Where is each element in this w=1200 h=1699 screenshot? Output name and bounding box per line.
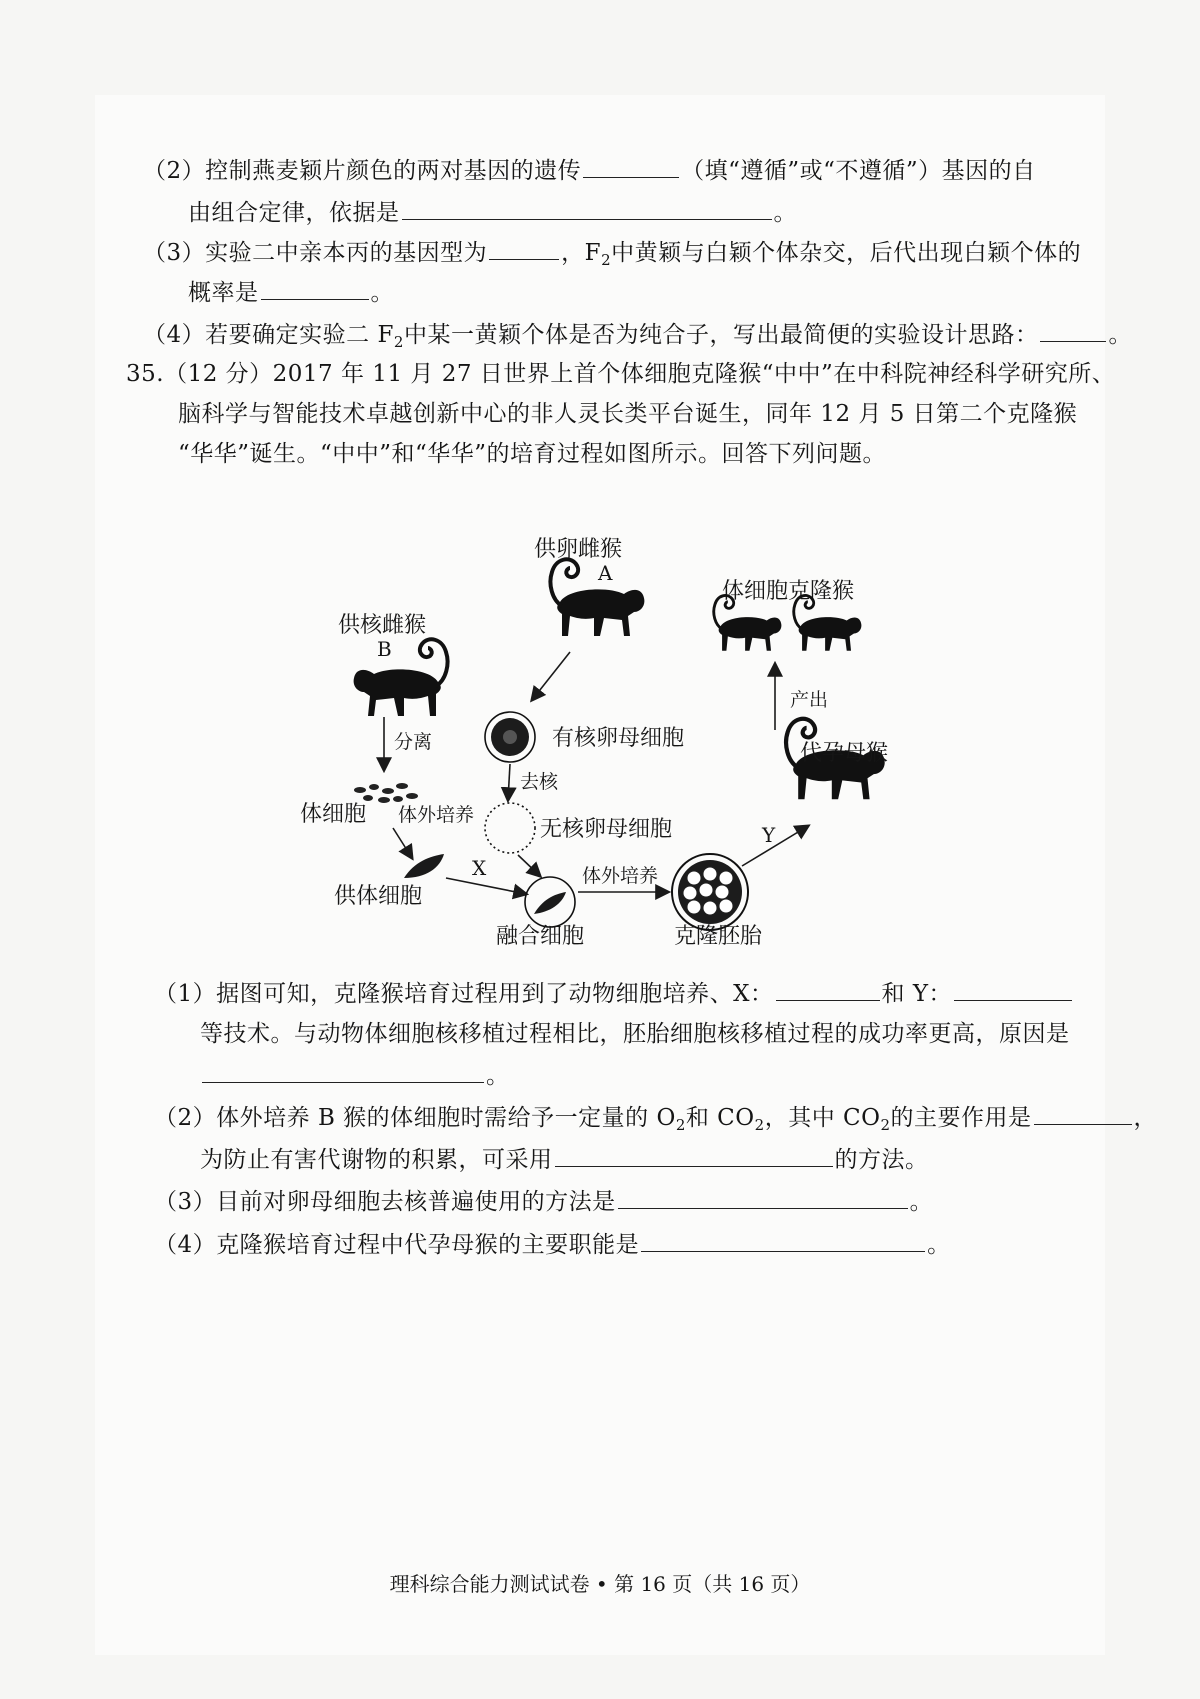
period: 。 xyxy=(773,200,797,226)
q35-part1-and: 和 Y： xyxy=(881,981,953,1007)
somatic-cells-icon xyxy=(354,783,418,803)
q35-part2-line1 xyxy=(154,1102,1157,1136)
label-b: B xyxy=(377,637,392,661)
answer-blank[interactable] xyxy=(202,1060,484,1083)
cloned-monkeys-label: 体细胞克隆猴 xyxy=(722,579,855,604)
period: 。 xyxy=(927,1232,951,1258)
q34-part3-prob: 概率是 xyxy=(188,280,259,306)
answer-blank[interactable] xyxy=(618,1186,908,1209)
q35-part2-line2 xyxy=(200,1144,929,1176)
q35-stem-line3: “华华”诞生。“中中”和“华华”的培育过程如图所示。回答下列问题。 xyxy=(178,441,887,467)
subscript: 2 xyxy=(754,1116,765,1134)
donor-cell-label: 供体细胞 xyxy=(334,884,423,909)
q35-part2-and: 和 CO xyxy=(685,1105,755,1131)
answer-blank[interactable] xyxy=(641,1229,925,1252)
nucleated-oocyte-label: 有核卵母细胞 xyxy=(552,726,685,751)
in-vitro-culture-2-label: 体外培养 xyxy=(582,865,659,887)
arrow-oocyte-to-fused xyxy=(518,855,540,876)
q35-part1-line3 xyxy=(200,1060,510,1092)
q35-part1-line2: 等技术。与动物体细胞核移植过程相比，胚胎细胞核移植过程的成功率更高，原因是 xyxy=(200,1021,1070,1047)
donor-egg-monkey-label: 供卵雌猴 xyxy=(534,537,623,562)
page-footer: 理科综合能力测试试卷 • 第 16 页（共 16 页） xyxy=(389,1572,811,1596)
arrow-remove-nucleus xyxy=(508,764,510,800)
q35-part4-text: （4）克隆猴培育过程中代孕母猴的主要职能是 xyxy=(154,1232,640,1258)
q35-part2-end: 的方法。 xyxy=(834,1147,929,1173)
label-y: Y xyxy=(762,823,776,847)
comma: ， xyxy=(1133,1105,1157,1131)
q35-stem-line2: 脑科学与智能技术卓越创新中心的非人灵长类平台诞生，同年 12 月 5 日第二个克隆猴 xyxy=(178,401,1078,427)
q35-part2-mid: ，其中 CO xyxy=(764,1105,881,1131)
answer-blank[interactable] xyxy=(776,978,880,1001)
arrow-a-to-oocyte xyxy=(532,652,570,700)
period: 。 xyxy=(370,280,394,306)
donor-cell-icon xyxy=(404,854,444,878)
q34-part3-text: （3）实验二中亲本丙的基因型为 xyxy=(143,240,488,266)
answer-blank[interactable] xyxy=(555,1144,833,1167)
arrow-culture-to-donor xyxy=(393,828,412,858)
subscript: 2 xyxy=(675,1116,686,1134)
period: 。 xyxy=(1108,322,1132,348)
q35-stem-line1: 35.（12 分）2017 年 11 月 27 日世界上首个体细胞克隆猴“中中”在中科院神经科学研究所、 xyxy=(126,361,1116,387)
in-vitro-culture-1-label: 体外培养 xyxy=(398,804,475,826)
q35-part2-text: （2）体外培养 B 猴的体细胞时需给予一定量的 O xyxy=(154,1105,676,1131)
q34-part4-text: （4）若要确定实验二 F xyxy=(143,322,394,348)
period: 。 xyxy=(486,1063,510,1089)
separate-label: 分离 xyxy=(394,731,433,753)
subscript: 2 xyxy=(880,1116,891,1134)
nucleus-icon xyxy=(503,730,517,744)
label-a: A xyxy=(598,561,613,585)
cloned-embryo-icon xyxy=(672,854,748,930)
somatic-cell-label: 体细胞 xyxy=(300,802,367,827)
fused-cell-nucleus-icon xyxy=(534,892,566,914)
q35-part1-text: （1）据图可知，克隆猴培育过程用到了动物细胞培养、X： xyxy=(154,981,774,1007)
q35-part3-text: （3）目前对卵母细胞去核普遍使用的方法是 xyxy=(154,1189,616,1215)
answer-blank[interactable] xyxy=(954,978,1072,1001)
subscript: 2 xyxy=(601,251,612,269)
q34-part2-hint: （填“遵循”或“不遵循”）基因的自 xyxy=(681,158,1036,184)
surrogate-mother-label: 代孕母猴 xyxy=(800,741,889,766)
enucleated-oocyte-icon xyxy=(485,803,535,853)
remove-nucleus-label: 去核 xyxy=(520,771,559,793)
q35-part2-rest: 的主要作用是 xyxy=(890,1105,1032,1131)
q34-part3-rest: 中黄颖与白颖个体杂交，后代出现白颖个体的 xyxy=(611,240,1082,266)
donor-nucleus-monkey-icon xyxy=(354,639,448,716)
q34-part2-text: （2）控制燕麦颖片颜色的两对基因的遗传 xyxy=(143,158,582,184)
q34-part4-rest: 中某一黄颖个体是否为纯合子，写出最简便的实验设计思路： xyxy=(403,322,1039,348)
fused-cell-label: 融合细胞 xyxy=(496,924,585,949)
q35-part3-line xyxy=(154,1186,933,1218)
q35-part2-line2-text: 为防止有害代谢物的积累，可采用 xyxy=(200,1147,553,1173)
cloned-embryo-label: 克隆胚胎 xyxy=(674,924,763,949)
arrow-x xyxy=(446,878,526,894)
period: 。 xyxy=(909,1189,934,1215)
enucleated-oocyte-label: 无核卵母细胞 xyxy=(540,817,673,842)
q34-part2-basis: 由组合定律，依据是 xyxy=(188,200,400,226)
donor-nucleus-monkey-label: 供核雌猴 xyxy=(338,613,427,638)
label-x: X xyxy=(472,856,487,880)
subscript: 2 xyxy=(393,333,404,351)
produce-label: 产出 xyxy=(790,689,829,711)
q35-part4-line xyxy=(154,1229,951,1261)
answer-blank[interactable] xyxy=(1034,1102,1132,1125)
f-label: ，F xyxy=(561,240,602,266)
q35-part1-line1 xyxy=(154,978,1074,1010)
